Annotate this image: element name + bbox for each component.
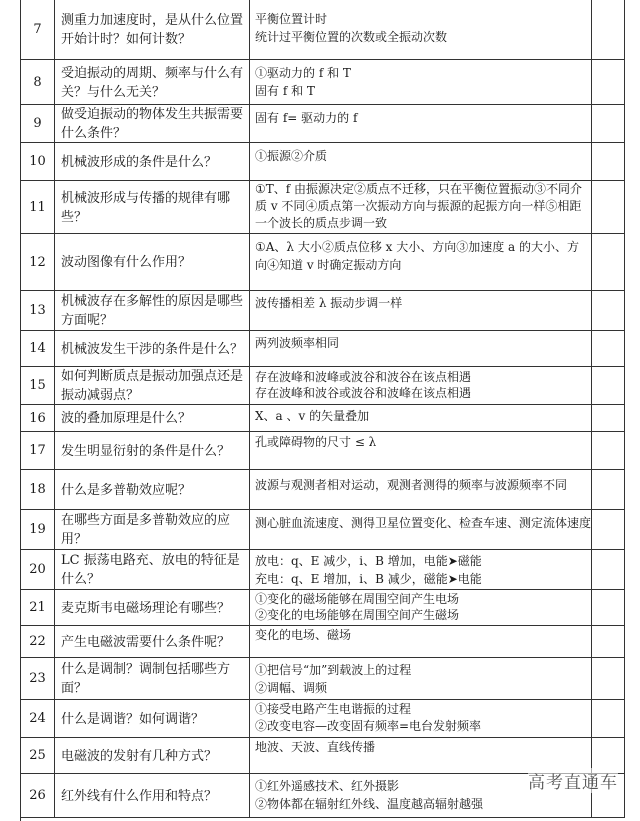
- table-row: [21, 432, 625, 470]
- answer-line: 统计过平衡位置的次数或全振动次数: [255, 30, 448, 44]
- question-text: 机械波发生干涉的条件是什么？: [61, 341, 244, 357]
- answer-cell: [249, 700, 591, 737]
- table-row: [21, 550, 625, 590]
- answer-line: 充电：q、E 增加，i、B 减少，磁能➤电能: [255, 572, 482, 586]
- question-cell: [54, 432, 249, 469]
- answer-cell: [249, 181, 591, 233]
- row-number: 17: [29, 443, 46, 458]
- answer-cell: [249, 0, 591, 59]
- question-cell: [54, 0, 249, 59]
- question-cell: [54, 234, 249, 290]
- answer-line: ②调幅、调频: [255, 681, 328, 695]
- row-number: 23: [29, 671, 46, 686]
- question-text: 什么是多普勒效应呢？: [61, 482, 192, 498]
- answer-cell: [249, 658, 591, 699]
- row-number: 15: [29, 378, 46, 393]
- question-cell: [54, 510, 249, 549]
- answer-line: 孔或障碍物的尺寸 ≤ λ: [255, 435, 377, 449]
- answer-cell: [249, 105, 591, 142]
- answer-line: ②变化的电场能够在周围空间产生磁场: [255, 608, 460, 622]
- question-cell: [54, 626, 249, 657]
- blank-cell: [591, 234, 625, 290]
- question-cell: [54, 738, 249, 773]
- question-cell: [54, 367, 249, 404]
- table-row: [21, 181, 625, 234]
- row-number: 8: [33, 74, 42, 90]
- question-text: 产生电磁波需要什么条件呢？: [61, 634, 231, 650]
- answer-line: 固有 f= 驱动力的 f: [255, 111, 358, 125]
- table-row: [21, 510, 625, 550]
- blank-cell: [591, 432, 625, 469]
- answer-cell: [249, 510, 591, 549]
- question-text: 受迫振动的周期、频率与什么有关？与什么无关？: [61, 65, 244, 100]
- question-text: 机械波形成与传播的规律有哪些？: [61, 190, 231, 225]
- answer-line: ①A、λ 大小②质点位移 x 大小、方向③加速度 a 的大小、方向④知道 v 时确定振动方向: [255, 240, 580, 272]
- answer-cell: [249, 626, 591, 657]
- question-text: 电磁波的发射有几种方式？: [61, 748, 218, 764]
- question-text: 红外线有什么作用和特点？: [61, 788, 218, 804]
- answer-cell: [249, 405, 591, 431]
- blank-cell: [591, 367, 625, 404]
- table-row: [21, 234, 625, 291]
- question-text: 波的叠加原理是什么？: [61, 411, 192, 426]
- row-number: 12: [29, 254, 46, 270]
- blank-cell: [591, 331, 625, 366]
- question-cell: [54, 658, 249, 699]
- watermark: 高考直通车: [528, 768, 618, 793]
- qa-table: [20, 0, 625, 821]
- table-row: [21, 0, 625, 60]
- table-row: [21, 626, 625, 658]
- question-text: 测重力加速度时，是从什么位置开始计时？如何计数？: [61, 13, 244, 47]
- answer-line: 存在波峰和波谷或波谷和波峰在该点相遇: [255, 386, 472, 400]
- row-number: 22: [29, 634, 46, 649]
- question-text: 波动图像有什么作用？: [61, 255, 192, 270]
- question-cell: [54, 291, 249, 330]
- row-number: 10: [29, 154, 46, 169]
- table-row: [21, 590, 625, 626]
- answer-cell: [249, 367, 591, 404]
- table-row: [21, 658, 625, 700]
- question-cell: [54, 774, 249, 817]
- blank-cell: [591, 550, 625, 589]
- answer-line: 地波、天波、直线传播: [255, 740, 376, 754]
- question-text: LC 振荡电路充、放电的特征是什么？: [61, 553, 240, 587]
- row-number: 19: [29, 522, 46, 537]
- answer-cell: [249, 470, 591, 509]
- blank-cell: [591, 291, 625, 330]
- table-row: [21, 105, 625, 143]
- question-text: 什么是调制？调制包括哪些方面？: [61, 662, 231, 696]
- question-text: 做受迫振动的物体发生共振需要什么条件？: [61, 107, 244, 141]
- table-row: [21, 470, 625, 510]
- answer-line: ①接受电路产生电谐振的过程: [255, 702, 412, 716]
- question-cell: [54, 405, 249, 431]
- row-number: 16: [29, 410, 46, 426]
- row-number: 21: [29, 600, 46, 615]
- question-cell: [54, 590, 249, 625]
- row-number: 20: [29, 562, 46, 577]
- question-text: 在哪些方面是多普勒效应的应用？: [61, 513, 231, 547]
- answer-line: ①红外遥感技术、红外摄影: [255, 779, 400, 793]
- question-text: 机械波形成的条件是什么？: [61, 154, 218, 170]
- answer-line: ①T、f 由振源决定②质点不迁移，只在平衡位置振动③不同介质 v 不同④质点第一次振动方向与振源的起振方向一样⑤相距一个波长的质点步调一致: [255, 182, 583, 230]
- row-number: 11: [29, 199, 46, 215]
- answer-cell: [249, 60, 591, 104]
- question-text: 麦克斯韦电磁场理论有哪些？: [61, 600, 231, 616]
- question-cell: [54, 550, 249, 589]
- question-cell: [54, 181, 249, 233]
- answer-line: 存在波峰和波峰或波谷和波谷在该点相遇: [255, 370, 472, 384]
- question-cell: [54, 143, 249, 180]
- question-text: 什么是调谐？如何调谐？: [61, 711, 205, 727]
- row-number: 13: [29, 303, 46, 318]
- answer-cell: [249, 291, 591, 330]
- table-row: [21, 60, 625, 105]
- answer-line: 测心脏血流速度、测得卫星位置变化、检查车速、测定流体速度: [255, 516, 591, 530]
- question-cell: [54, 331, 249, 366]
- blank-cell: [591, 0, 625, 59]
- blank-cell: [591, 405, 625, 431]
- row-number: 25: [29, 748, 46, 763]
- answer-cell: [249, 331, 591, 366]
- answer-cell: [249, 143, 591, 180]
- blank-cell: [591, 626, 625, 657]
- answer-line: 固有 f 和 T: [255, 84, 315, 98]
- answer-line: 放电：q、E 减少，i、B 增加，电能➤磁能: [255, 554, 482, 568]
- answer-line: ①把信号“加”到载波上的过程: [255, 663, 412, 677]
- table-row: [21, 331, 625, 367]
- question-cell: [54, 60, 249, 104]
- answer-line: ①变化的磁场能够在周围空间产生电场: [255, 592, 460, 606]
- answer-line: ①振源②介质: [255, 149, 328, 163]
- answer-line: 波传播相差 λ 振动步调一样: [255, 296, 403, 310]
- answer-cell: [249, 432, 591, 469]
- row-number: 18: [29, 482, 46, 497]
- blank-cell: [591, 700, 625, 737]
- row-number: 14: [29, 341, 46, 356]
- table-row: [21, 291, 625, 331]
- question-cell: [54, 470, 249, 509]
- blank-cell: [591, 510, 625, 549]
- row-number: 24: [29, 711, 46, 726]
- answer-line: ①驱动力的 f 和 T: [255, 66, 351, 80]
- answer-cell: [249, 550, 591, 589]
- answer-line: 波源与观测者相对运动，观测者测得的频率与波源频率不同: [255, 478, 568, 492]
- table-row: [21, 405, 625, 432]
- answer-line: X、a 、v 的矢量叠加: [255, 409, 370, 423]
- row-number: 26: [29, 788, 46, 803]
- blank-cell: [591, 658, 625, 699]
- answer-line: ②物体都在辐射红外线、温度越高辐射越强: [255, 797, 484, 811]
- blank-cell: [591, 470, 625, 509]
- question-text: 如何判断质点是振动加强点还是振动减弱点？: [61, 369, 244, 403]
- row-number: 9: [33, 116, 42, 131]
- answer-line: 两列波频率相同: [255, 336, 340, 350]
- question-cell: [54, 105, 249, 142]
- answer-line: 平衡位置计时: [255, 12, 328, 26]
- table-row: [21, 367, 625, 405]
- blank-cell: [591, 143, 625, 180]
- answer-cell: [249, 234, 591, 290]
- blank-cell: [591, 590, 625, 625]
- blank-cell: [591, 181, 625, 233]
- blank-cell: [591, 60, 625, 104]
- answer-cell: [249, 590, 591, 625]
- answer-line: ②改变电容—改变固有频率=电台发射频率: [255, 719, 482, 733]
- question-text: 发生明显衍射的条件是什么？: [61, 443, 231, 459]
- table-row: [21, 143, 625, 181]
- question-cell: [54, 700, 249, 737]
- row-number: 7: [33, 22, 42, 37]
- table-row: [21, 700, 625, 738]
- blank-cell: [591, 105, 625, 142]
- answer-line: 变化的电场、磁场: [255, 628, 352, 642]
- question-text: 机械波存在多解性的原因是哪些方面呢？: [61, 294, 244, 328]
